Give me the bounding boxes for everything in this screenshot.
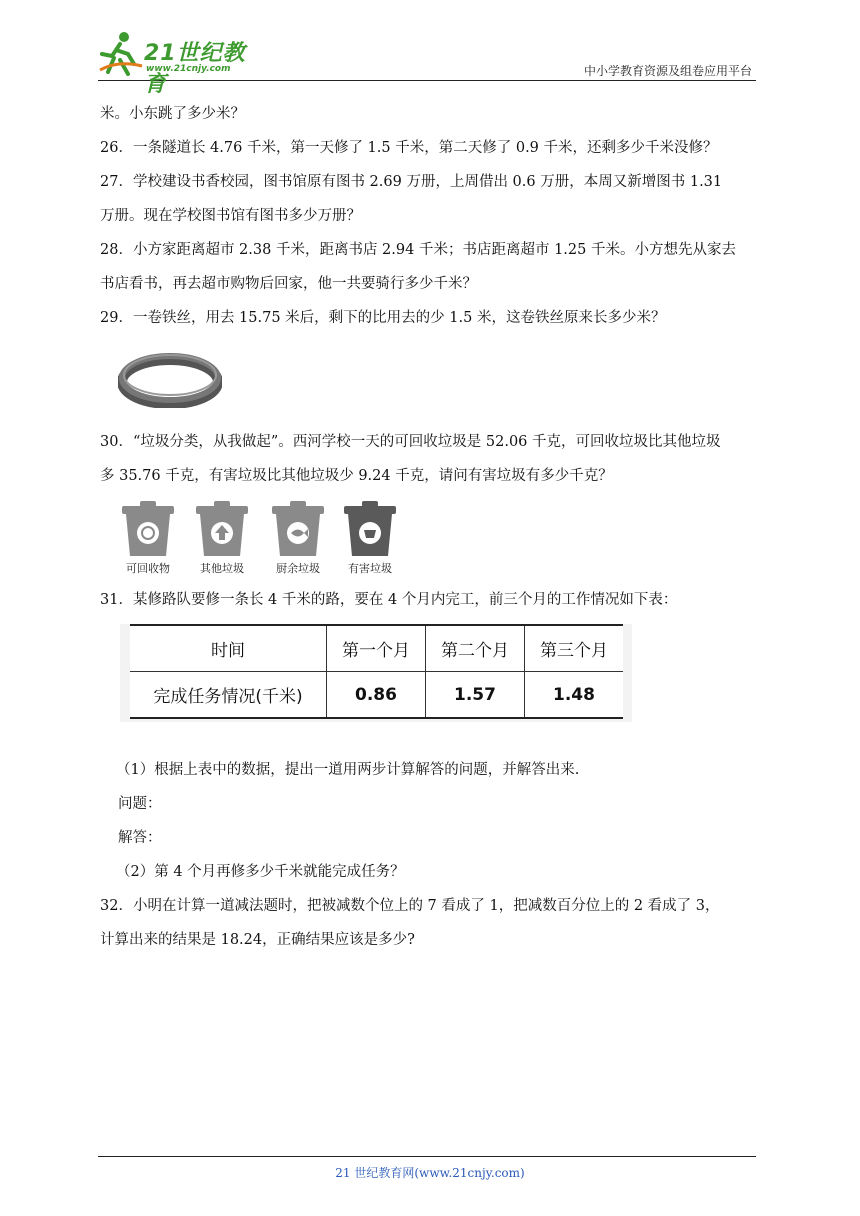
bin-label: 厨余垃圾 [276, 562, 320, 575]
sub-question-2: （2）第 4 个月再修多少千米就能完成任务？ [116, 864, 405, 880]
text-line: 计算出来的结果是 18.24，正确结果应该是多少? [100, 932, 415, 948]
question-29: 29．一卷铁丝，用去 15.75 米后，剩下的比用去的少 1.5 米，这卷铁丝原来长多少米？ [100, 310, 666, 326]
footer-divider [98, 1156, 756, 1157]
bin-label: 有害垃圾 [348, 562, 392, 575]
bin-hazardous [340, 500, 400, 580]
question-32: 32．小明在计算一道减法题时，把被减数个位上的 7 看成了 1，把减数百分位上的 2 看成了 3， [100, 898, 720, 914]
answer-label: 解答： [118, 830, 162, 846]
bin-label: 其他垃圾 [200, 562, 244, 575]
text-line: 米。小东跳了多少米？ [100, 106, 245, 122]
fish-icon [268, 500, 328, 558]
text-line: 书店看书，再去超市购物后回家，他一共要骑行多少千米？ [100, 276, 477, 292]
hazard-icon [340, 500, 400, 558]
bin-label: 可回收物 [126, 562, 170, 575]
table-row [130, 672, 623, 719]
table-row-label: 完成任务情况(千米) [130, 672, 327, 719]
bin-recyclable [118, 500, 178, 580]
work-progress-table [130, 624, 623, 719]
table-cell: 1.48 [525, 672, 624, 719]
question-27: 27．学校建设书香校园，图书馆原有图书 2.69 万册，上周借出 0.6 万册，本周又新增图书 1.31 [100, 174, 723, 190]
table-header-cell: 第三个月 [525, 625, 624, 672]
runner-icon [98, 30, 144, 78]
question-26: 26．一条隧道长 4.76 千米，第一天修了 1.5 千米，第二天修了 0.9 千米，还剩多少千米没修？ [100, 140, 718, 156]
table-header-row [130, 625, 623, 672]
wire-coil-image [118, 342, 222, 408]
logo-text: 21世纪教育 [144, 41, 246, 97]
question-label: 问题： [118, 796, 162, 812]
arrow-up-icon [192, 500, 252, 558]
question-31: 31．某修路队要修一条长 4 千米的路，要在 4 个月内完工，前三个月的工作情况如下表： [100, 592, 678, 608]
logo-url: www.21cnjy.com [146, 64, 231, 74]
header-tagline: 中小学教育资源及组卷应用平台 [583, 64, 752, 78]
page-header [98, 28, 756, 97]
table-cell: 1.57 [426, 672, 525, 719]
bin-kitchen [268, 500, 328, 580]
trash-bins-image [118, 500, 408, 580]
table-header-cell: 第二个月 [426, 625, 525, 672]
sub-question-1: （1）根据上表中的数据，提出一道用两步计算解答的问题，并解答出来. [116, 762, 580, 778]
work-table-image [120, 624, 632, 722]
text-line: 多 35.76 千克，有害垃圾比其他垃圾少 9.24 千克，请问有害垃圾有多少千克？ [100, 468, 613, 484]
footer-link[interactable]: 21 世纪教育网(www.21cnjy.com) [335, 1166, 525, 1180]
table-cell: 0.86 [327, 672, 426, 719]
table-header-cell: 时间 [130, 625, 327, 672]
bin-other [192, 500, 252, 580]
question-28: 28．小方家距离超市 2.38 千米，距离书店 2.94 千米；书店距离超市 1.25 千米。小方想先从家去 [100, 242, 736, 258]
text-line: 万册。现在学校图书馆有图书多少万册？ [100, 208, 361, 224]
question-30: 30．“垃圾分类，从我做起”。西河学校一天的可回收垃圾是 52.06 千克，可回收垃圾比其他垃圾 [100, 434, 721, 450]
table-header-cell: 第一个月 [327, 625, 426, 672]
site-logo[interactable] [98, 28, 258, 97]
recycle-icon [118, 500, 178, 558]
